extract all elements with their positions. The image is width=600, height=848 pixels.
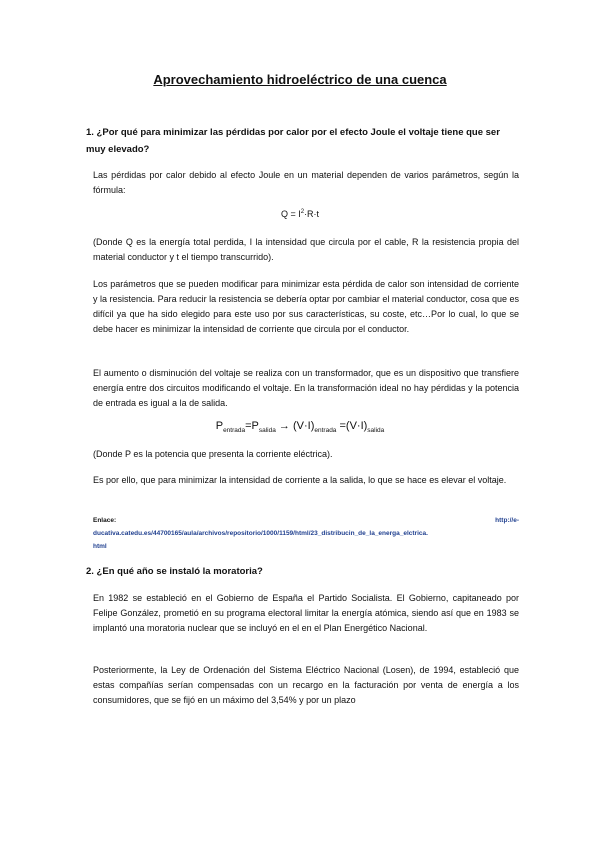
power-formula	[0, 420, 600, 434]
link-label: Enlace:	[93, 517, 117, 524]
formula-p: P	[215, 420, 224, 432]
question-2-heading: 2. ¿En qué año se instaló la moratoria?	[86, 566, 263, 577]
question-1-heading: 1. ¿Por qué para minimizar las pérdidas por calor por el efecto Joule el voltaje tiene que ser muy elevado?	[86, 127, 500, 155]
q1-paragraph-4: El aumento o disminución del voltaje se realiza con un transformador, que es un dispositivo que transfiere energía entre dos circuitos modificando el voltaje. En la transformación ideal no hay pérdidas y la potencia de entrada es igual a la de salida.	[93, 368, 519, 408]
formula-sub-salida: salida	[258, 427, 276, 435]
q1-paragraph-3: Los parámetros que se pueden modificar para minimizar esta pérdida de calor son intensidad de corriente y la resistencia. Para reducir la resistencia se debería optar por cambiar el material conductor, cosa que es difícil ya que ha sido elegido para este uso por sus características, su coste, etc…Por lo cual, lo que se debe hacer es minimizar la intensidad de corriente que circula por el conductor.	[93, 279, 519, 334]
q1-paragraph-2: (Donde Q es la energía total perdida, I la intensidad que circula por el cable, R la resistencia propia del material conductor y t el tiempo transcurrido).	[93, 237, 519, 262]
arrow-icon: →	[275, 420, 293, 432]
link-url-part-1[interactable]: http://e-	[495, 517, 519, 524]
q1-paragraph-1: Las pérdidas por calor debido al efecto Joule en un material dependen de varios parámetros, según la fórmula:	[93, 170, 519, 195]
formula-vi: (V·I)	[292, 420, 315, 432]
formula-sub-salida-2: salida	[367, 427, 385, 435]
formula-exponent: 2	[300, 209, 305, 215]
document-title: Aprovechamiento hidroeléctrico de una cuenca	[153, 72, 447, 87]
formula-eq: = I	[287, 209, 301, 219]
joule-formula	[0, 209, 600, 219]
formula-eq-vi: =(V·I)	[336, 420, 368, 432]
formula-rest: ·R·t	[304, 209, 320, 219]
formula-q: Q	[280, 209, 288, 219]
q1-paragraph-5: (Donde P es la potencia que presenta la corriente eléctrica).	[93, 449, 333, 459]
formula-sub-entrada-2: entrada	[314, 427, 337, 435]
link-url-part-3[interactable]: html	[93, 543, 107, 550]
formula-eq-p: =P	[245, 420, 259, 432]
formula-sub-entrada: entrada	[223, 427, 246, 435]
q1-paragraph-6: Es por ello, que para minimizar la intensidad de corriente a la salida, lo que se hace es elevar el voltaje.	[93, 475, 507, 485]
link-url-part-2[interactable]: ducativa.catedu.es/44700165/aula/archivos/repositorio/1000/1159/html/23_distribucin_de_la_energa_elctrica.	[93, 530, 428, 537]
q2-paragraph-2: Posteriormente, la Ley de Ordenación del Sistema Eléctrico Nacional (Losen), de 1994, estableció que estas compañías serían compensadas con un recargo en la facturación por venta de energía a los consumidores, que se fijó en un máximo del 3,54% y por un plazo	[93, 665, 519, 705]
source-link[interactable]	[93, 514, 519, 553]
q2-paragraph-1: En 1982 se estableció en el Gobierno de España el Partido Socialista. El Gobierno, capitaneado por Felipe González, prometió en su programa electoral limitar la energía atómica, siendo así que en 1983 se implantó una moratoria nuclear que se incluyó en el en el Plan Energético Nacional.	[93, 593, 519, 633]
